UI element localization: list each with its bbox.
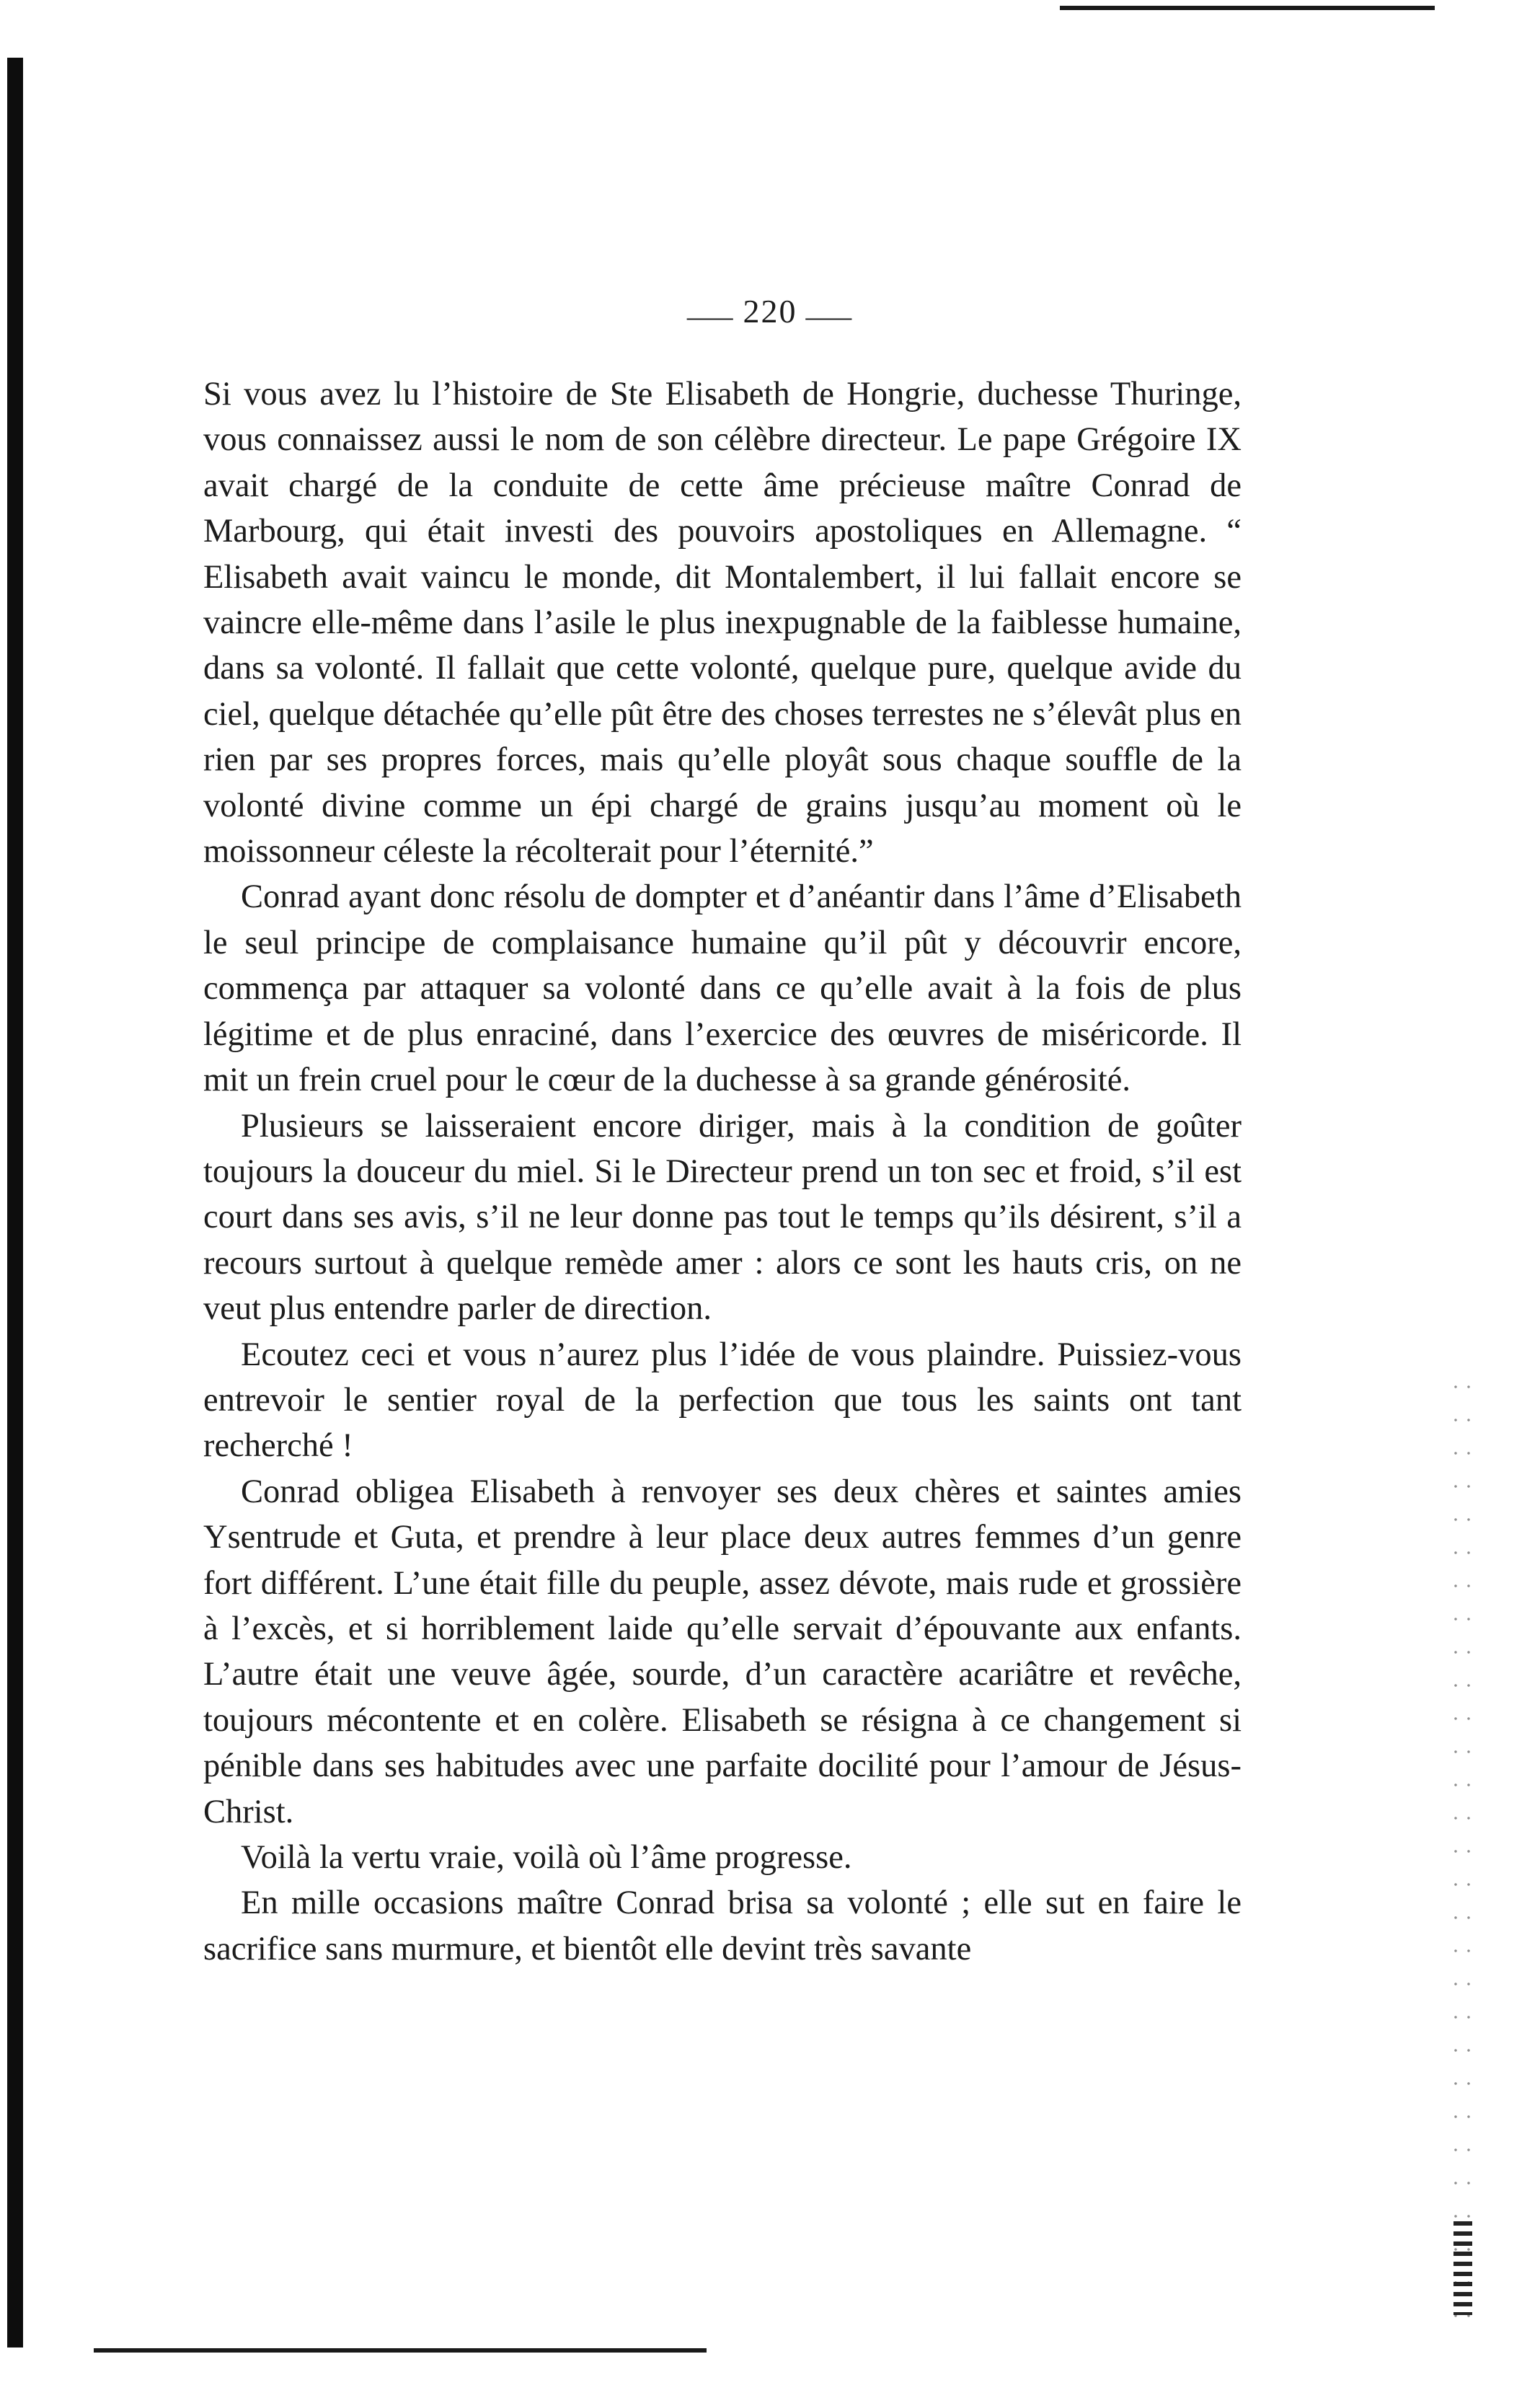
bottom-rule xyxy=(94,2348,707,2353)
right-ornament-icon: ⸺ xyxy=(804,300,855,333)
paragraph-2: Conrad ayant donc résolu de dompter et d’anéantir dans l’âme d’Elisabeth le seul principe de complaisance humaine qu’il pût y découvrir encore, commença par attaquer sa volonté dans ce qu’elle avait à la fois de plus légitime et de plus enraciné, dans l’exercice des œuvres de miséricorde. Il mit un frein cruel pour le cœur de la duchesse à sa grande générosité. xyxy=(203,878,1242,1099)
paragraph-6: Voilà la vertu vraie, voilà où l’âme progresse. xyxy=(241,1839,852,1876)
paragraph-3: Plusieurs se laisseraient encore diriger, mais à la condition de goûter toujours la douceur du miel. Si le Directeur prend un ton sec et froid, s’il est court dans ses avis, s’il ne leur donne pas tout le temps qu’ils désirent, s’il a recours surtout à quelque remède amer : alors ce sont les hauts cris, on ne veut plus entendre parler de direction. xyxy=(203,1107,1242,1328)
binding-edge xyxy=(7,58,23,2347)
paragraph-7: En mille occasions maître Conrad brisa sa volonté ; elle sut en faire le sacrifice sans murmure, et bientôt elle devint très savante xyxy=(203,1884,1242,1967)
page-number-text: 220 xyxy=(743,293,797,330)
paragraph-4: Ecoutez ceci et vous n’aurez plus l’idée de vous plaindre. Puissiez-vous entrevoir le sentier royal de la perfection que tous les saints ont tant recherché ! xyxy=(203,1336,1242,1465)
scan-specks xyxy=(1449,1370,1478,2322)
body-text xyxy=(203,371,1242,1972)
top-rule xyxy=(1060,6,1435,10)
page-number xyxy=(0,292,1540,335)
paragraph-5: Conrad obligea Elisabeth à renvoyer ses deux chères et saintes amies Ysentrude et Guta, et prendre à leur place deux autres femmes d’un genre fort différent. L’une était fille du peuple, assez dévote, mais rude et grossière à l’excès, et si horriblement laide qu’elle servait d’épouvante aux enfants. L’autre était une veuve âgée, sourde, d’un caractère acariâtre et revêche, toujours mécontente et en colère. Elisabeth se résigna à ce changement si pénible dans ses habitudes avec une parfaite docilité pour l’amour de Jésus-Christ. xyxy=(203,1473,1242,1830)
left-ornament-icon: ⸺ xyxy=(685,300,736,333)
paragraph-1: Si vous avez lu l’histoire de Ste Elisabeth de Hongrie, duchesse Thuringe, vous connaissez aussi le nom de son célèbre directeur. Le pape Grégoire IX avait chargé de la conduite de cette âme précieuse maître Conrad de Marbourg, qui était investi des pouvoirs apostoliques en Allemagne. “ Elisabeth avait vaincu le monde, dit Montalembert, il lui fallait encore se vaincre elle-même dans l’asile le plus inexpugnable de la faiblesse humaine, dans sa volonté. Il fallait que cette volonté, quelque pure, quelque avide du ciel, quelque détachée qu’elle pût être des choses terrestes ne s’élevât plus en rien par ses propres forces, mais qu’elle ployât sous chaque souffle de la volonté divine comme un épi chargé de grains jusqu’au moment où le moissonneur céleste la récolterait pour l’éternité.” xyxy=(203,376,1242,870)
scan-edge-mark xyxy=(1453,2221,1472,2315)
